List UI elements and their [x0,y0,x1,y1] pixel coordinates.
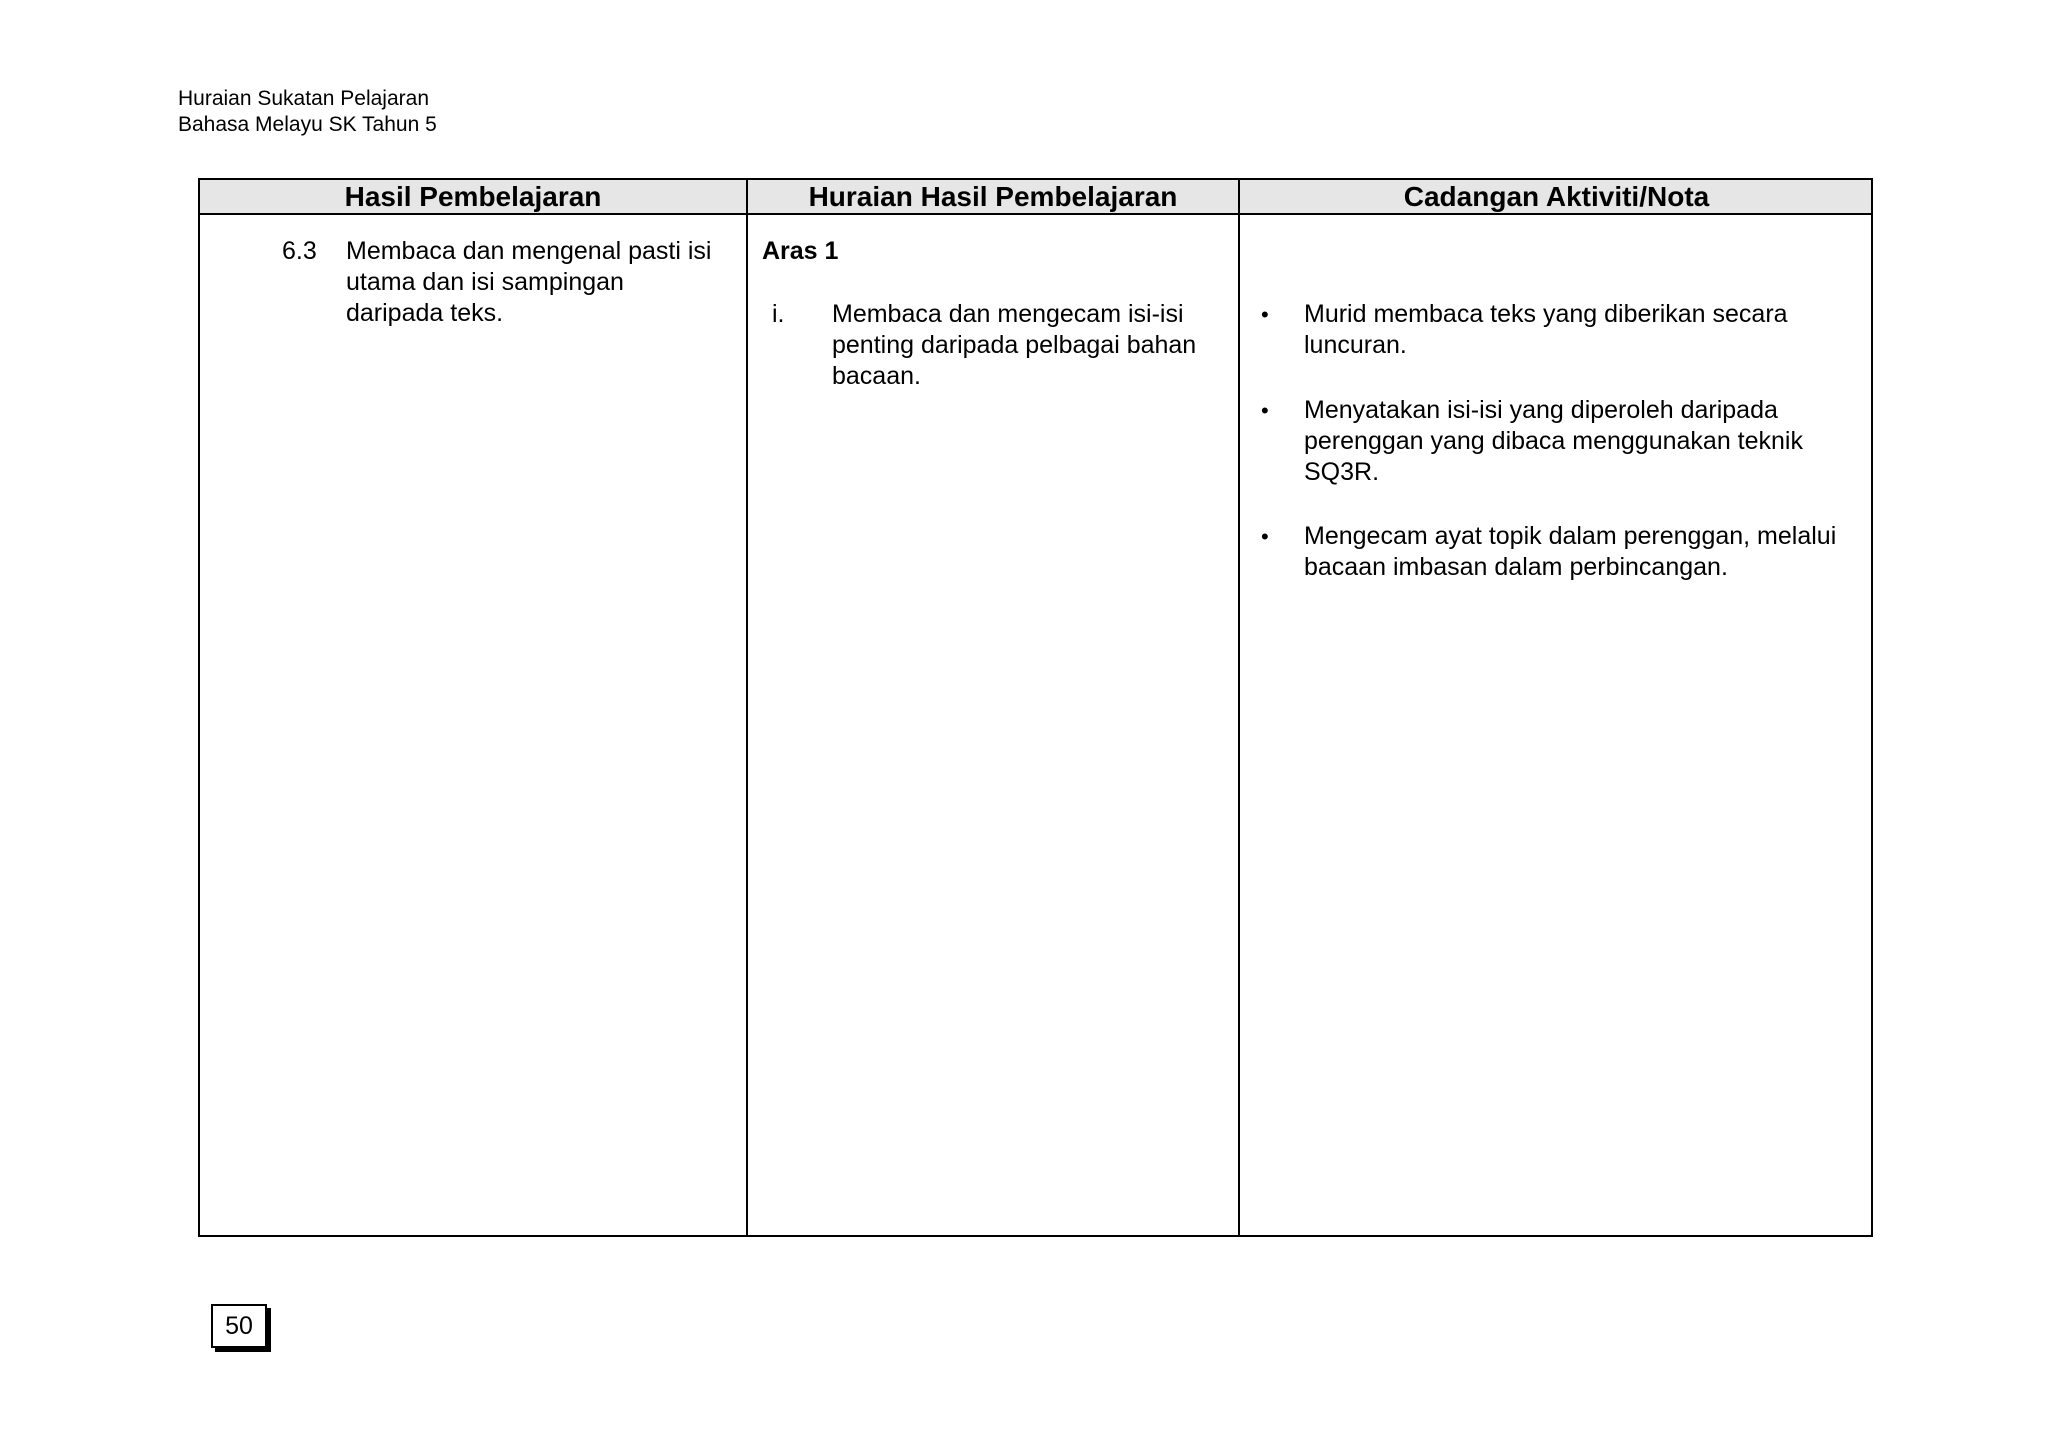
column-header-description: Huraian Hasil Pembelajaran [808,181,1178,212]
activity-text: Murid membaca teks yang diberikan secara luncuran. [1304,300,1788,359]
activity-text: Mengecam ayat topik dalam perenggan, melalui bacaan imbasan dalam perbincangan. [1304,522,1837,581]
bullet-icon: • [1261,302,1269,327]
syllabus-table [198,178,1873,1237]
description-item-number: i. [772,300,785,328]
description-item-text: Membaca dan mengecam isi-isi penting daripada pelbagai bahan bacaan. [832,300,1197,390]
column-divider [1238,180,1240,1235]
bullet-icon: • [1261,398,1269,423]
activity-list-item [1261,395,1861,488]
table-header-row [200,180,1871,215]
learning-outcome-text: Membaca dan mengenal pasti isi utama dan isi sampingan daripada teks. [346,237,712,327]
column-header-activities: Cadangan Aktiviti/Nota [1403,181,1710,212]
header-line-2: Bahasa Melayu SK Tahun 5 [178,113,437,136]
learning-outcome-number: 6.3 [282,237,317,265]
bullet-icon: • [1261,524,1269,549]
level-heading: Aras 1 [762,237,839,265]
page-number: 50 [211,1304,267,1348]
activity-list-item [1261,299,1861,361]
document-header [178,86,437,138]
column-divider [746,180,748,1235]
header-line-1: Huraian Sukatan Pelajaran [178,87,429,110]
column-header-learning-outcome: Hasil Pembelajaran [344,181,602,212]
activity-list-item [1261,521,1861,583]
activity-text: Menyatakan isi-isi yang diperoleh daripada perenggan yang dibaca menggunakan teknik SQ3R. [1304,396,1803,486]
